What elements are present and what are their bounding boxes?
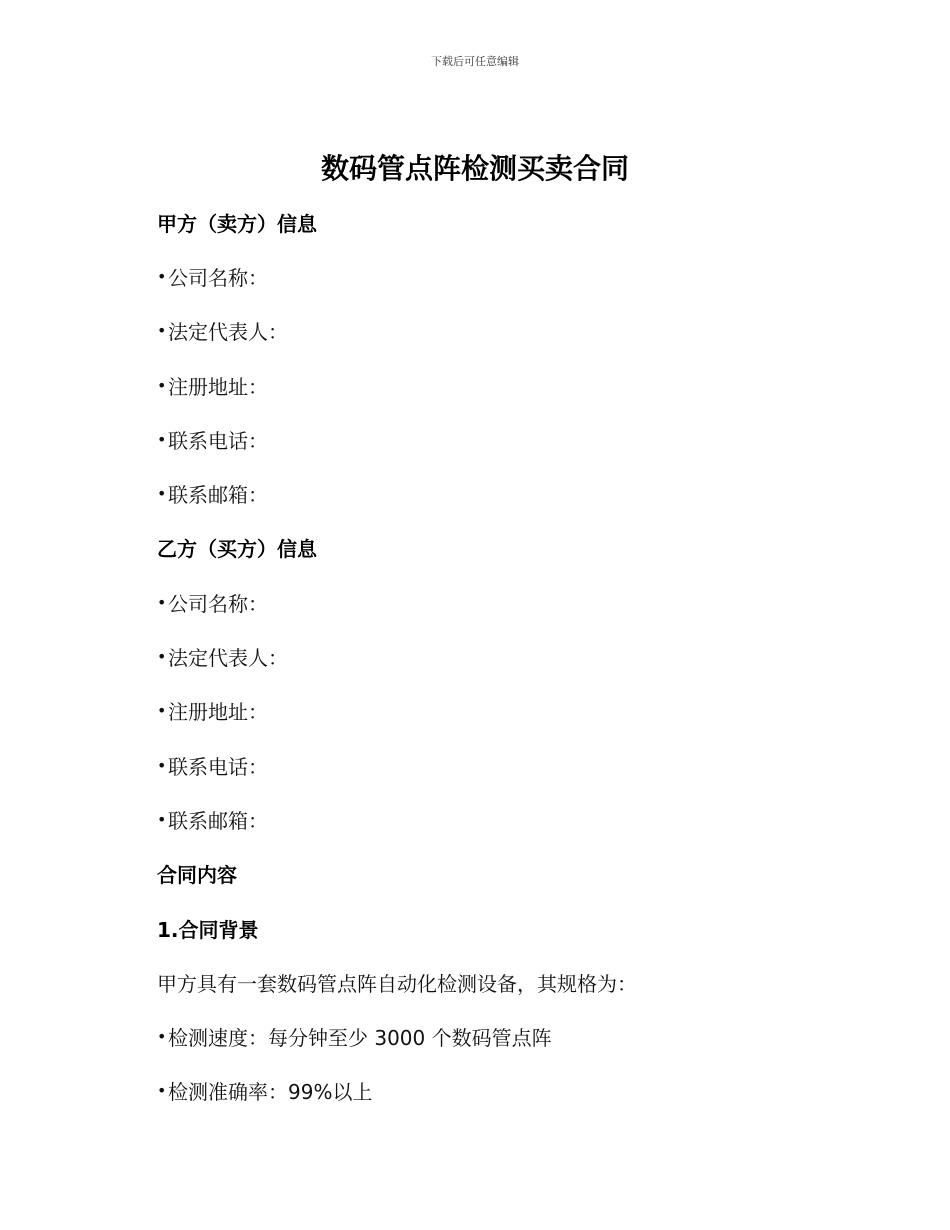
document-title: 数码管点阵检测买卖合同 bbox=[320, 152, 629, 185]
field-label: 注册地址： bbox=[168, 374, 268, 399]
field-label: 法定代表人： bbox=[168, 646, 288, 671]
field-label: 联系电话： bbox=[168, 428, 268, 453]
bullet-icon: • bbox=[157, 1081, 167, 1101]
field-label: 公司名称： bbox=[168, 265, 268, 290]
spec-detection-accuracy bbox=[157, 1064, 837, 1118]
party-b-legal-rep bbox=[157, 629, 837, 683]
section-1-paragraph: 甲方具有一套数码管点阵自动化检测设备，其规格为： bbox=[157, 971, 637, 996]
bullet-icon: • bbox=[157, 647, 167, 667]
field-label: 联系电话： bbox=[168, 754, 268, 779]
field-label: 公司名称： bbox=[168, 591, 268, 616]
field-label: 联系邮箱： bbox=[168, 483, 268, 508]
party-b-email bbox=[157, 792, 837, 846]
bullet-icon: • bbox=[157, 375, 167, 395]
field-label: 法定代表人： bbox=[168, 320, 288, 345]
bullet-icon: • bbox=[157, 701, 167, 721]
spec-text: 检测准确率：99%以上 bbox=[168, 1080, 373, 1105]
bullet-icon: • bbox=[157, 755, 167, 775]
bullet-icon: • bbox=[157, 429, 167, 449]
section-1-heading: 1.合同背景 bbox=[157, 917, 259, 942]
field-label: 联系邮箱： bbox=[168, 808, 268, 833]
party-a-legal-rep bbox=[157, 304, 837, 358]
field-label: 注册地址： bbox=[168, 700, 268, 725]
party-b-phone bbox=[157, 738, 837, 792]
header-note: 下载后可任意编辑 bbox=[431, 55, 519, 68]
party-a-heading: 甲方（卖方）信息 bbox=[157, 211, 317, 236]
bullet-icon: • bbox=[157, 592, 167, 612]
spec-detection-speed bbox=[157, 1009, 837, 1063]
bullet-icon: • bbox=[157, 1027, 167, 1047]
bullet-icon: • bbox=[157, 809, 167, 829]
party-a-phone bbox=[157, 412, 837, 466]
contract-content-heading: 合同内容 bbox=[157, 863, 237, 888]
party-a-email bbox=[157, 466, 837, 520]
bullet-icon: • bbox=[157, 266, 167, 286]
document-body bbox=[157, 195, 837, 1118]
party-a-company-name bbox=[157, 249, 837, 303]
bullet-icon: • bbox=[157, 321, 167, 341]
party-a-address bbox=[157, 358, 837, 412]
party-b-address bbox=[157, 684, 837, 738]
bullet-icon: • bbox=[157, 484, 167, 504]
spec-text: 检测速度：每分钟至少 3000 个数码管点阵 bbox=[168, 1026, 552, 1051]
party-b-company-name bbox=[157, 575, 837, 629]
party-b-heading: 乙方（买方）信息 bbox=[157, 537, 317, 562]
